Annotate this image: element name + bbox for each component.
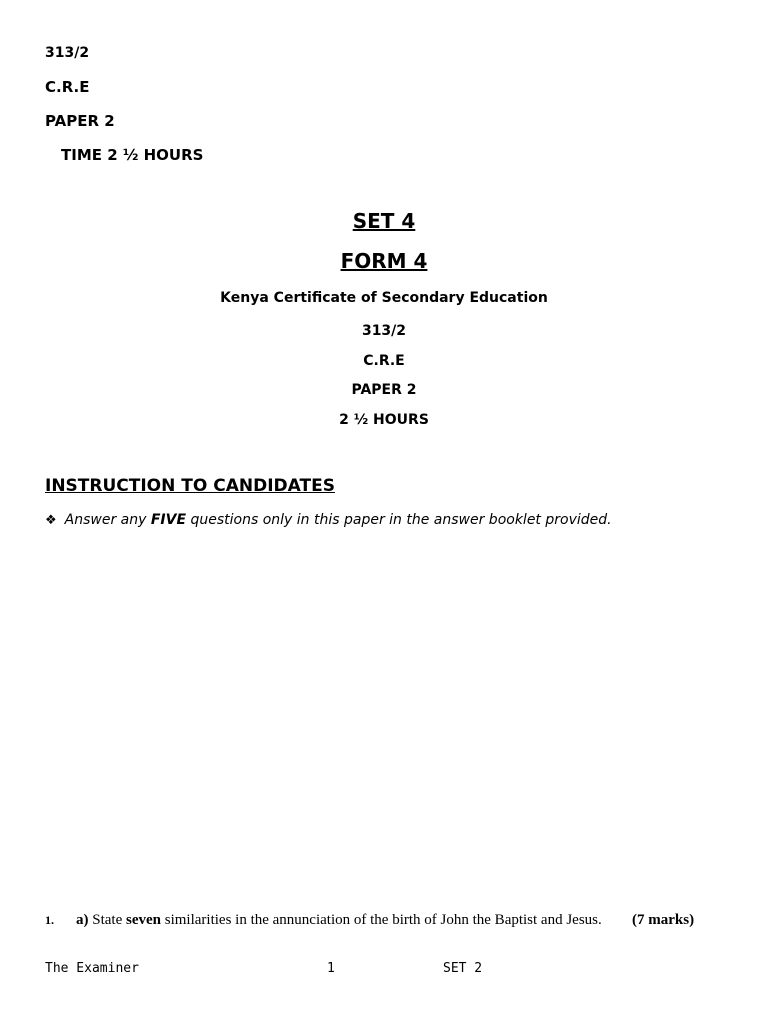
diamond-bullet-icon: ❖ (45, 513, 57, 528)
instruction-text-bold: FIVE (150, 512, 187, 528)
question-1 (45, 912, 602, 929)
instruction-text-post: questions only in this paper in the answer booklet provided. (186, 512, 612, 528)
instruction-text-pre: Answer any (64, 512, 151, 528)
form-title: FORM 4 (340, 249, 428, 273)
instruction-line (45, 512, 612, 528)
center-paper: PAPER 2 (351, 382, 417, 398)
question-marks: (7 marks) (632, 912, 695, 928)
question-part: a) (76, 912, 89, 928)
center-code: 313/2 (361, 323, 407, 339)
footer-right: SET 2 (443, 961, 483, 976)
exam-name: Kenya Certificate of Secondary Education (220, 290, 548, 306)
header-paper: PAPER 2 (45, 112, 115, 130)
question-number: 1. (45, 913, 54, 927)
question-text-bold: seven (126, 912, 161, 928)
header-time: TIME 2 ½ HOURS (61, 146, 204, 164)
question-text-pre: State (88, 912, 126, 928)
instructions-heading: INSTRUCTION TO CANDIDATES (45, 476, 335, 496)
footer-page-number: 1 (327, 961, 335, 976)
header-code: 313/2 (45, 45, 90, 61)
center-subject: C.R.E (363, 353, 405, 369)
center-duration: 2 ½ HOURS (339, 412, 429, 428)
set-title: SET 4 (352, 209, 416, 233)
question-text-post: similarities in the annunciation of the birth of John the Baptist and Jesus. (161, 912, 602, 928)
footer-left: The Examiner (45, 961, 139, 976)
header-subject: C.R.E (45, 78, 90, 96)
